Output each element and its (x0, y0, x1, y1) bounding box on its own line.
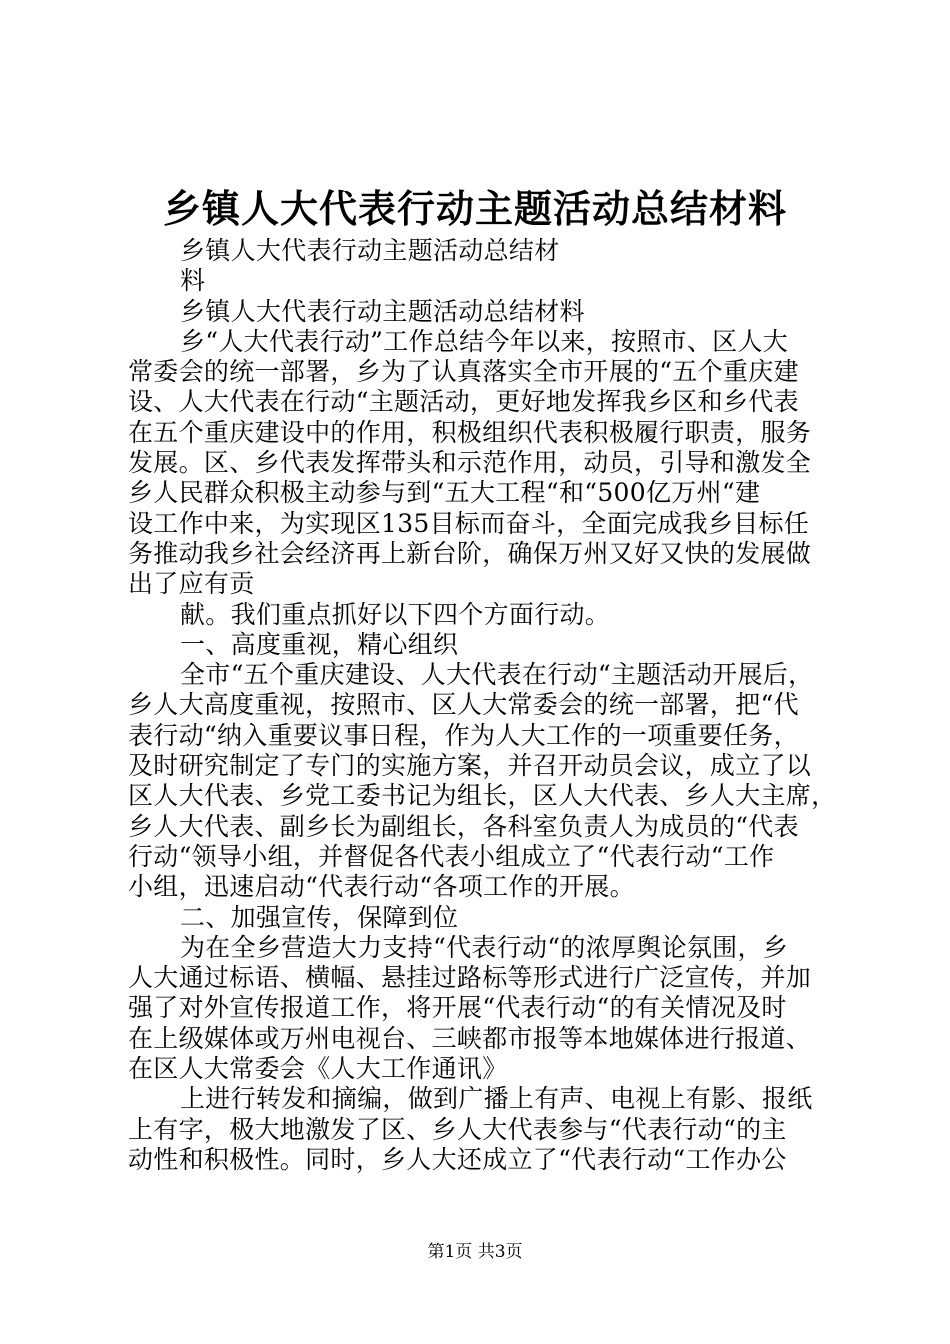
text-line: 及时研究制定了专门的实施方案，并召开动员会议，成立了以 (128, 751, 812, 781)
text-line: 设工作中来，为实现区135目标而奋斗，全面完成我乡目标任 (128, 508, 810, 538)
text-line: 献。我们重点抓好以下四个方面行动。 (180, 599, 611, 629)
text-line: 出了应有贡 (128, 569, 255, 599)
text-line: 乡人民群众积极主动参与到“五大工程“和“500亿万州“建 (128, 478, 761, 508)
text-line: 为在全乡营造大力支持“代表行动“的浓厚舆论氛围，乡 (180, 932, 789, 962)
text-line: 常委会的统一部署，乡为了认真落实全市开展的“五个重庆建 (128, 357, 799, 387)
document-body (128, 236, 837, 1175)
text-line: 表行动“纳入重要议事日程，作为人大工作的一项重要任务， (128, 720, 799, 750)
text-line: 动性和积极性。同时，乡人大还成立了“代表行动“工作办公 (128, 1144, 787, 1174)
text-line: 在区人大常委会《人大工作通讯》 (128, 1054, 508, 1084)
text-line: 务推动我乡社会经济再上新台阶，确保万州又好又快的发展做 (128, 538, 812, 568)
page-footer: 第1页 共3页 (427, 1242, 523, 1262)
text-line: 料 (180, 266, 206, 296)
text-line: 在五个重庆建设中的作用，积极组织代表积极履行职责，服务 (128, 417, 812, 447)
section-heading: 二、加强宣传，保障到位 (180, 902, 459, 932)
text-line: 行动“领导小组，并督促各代表小组成立了“代表行动“工作 (128, 841, 775, 871)
text-line: 乡镇人大代表行动主题活动总结材 (180, 236, 560, 265)
text-line: 上进行转发和摘编，做到广播上有声、电视上有影、报纸 (180, 1084, 813, 1114)
text-line: 在上级媒体或万州电视台、三峡都市报等本地媒体进行报道、 (128, 1023, 812, 1053)
text-line: 上有字，极大地激发了区、乡人大代表参与“代表行动“的主 (128, 1114, 787, 1144)
text-line: 全市“五个重庆建设、人大代表在行动“主题活动开展后， (180, 660, 814, 690)
text-line: 区人大代表、乡党工委书记为组长，区人大代表、乡人大主席， (128, 781, 837, 811)
text-line: 乡镇人大代表行动主题活动总结材料 (180, 296, 585, 326)
section-heading: 一、高度重视，精心组织 (180, 629, 459, 659)
text-line: 乡“人大代表行动”工作总结今年以来，按照市、区人大 (180, 326, 789, 356)
text-line: 人大通过标语、横幅、悬挂过路标等形式进行广泛宣传，并加 (128, 963, 812, 993)
text-line: 设、人大代表在行动“主题活动，更好地发挥我乡区和乡代表 (128, 387, 799, 417)
text-line: 发展。区、乡代表发挥带头和示范作用，动员，引导和激发全 (128, 448, 812, 478)
text-line: 小组，迅速启动“代表行动“各项工作的开展。 (128, 872, 635, 902)
text-line: 乡人大代表、副乡长为副组长，各科室负责人为成员的“代表 (128, 811, 799, 841)
text-line: 乡人大高度重视，按照市、区人大常委会的统一部署，把“代 (128, 690, 799, 720)
document-title: 乡镇人大代表行动主题活动总结材料 (162, 187, 787, 231)
text-line: 强了对外宣传报道工作，将开展“代表行动“的有关情况及时 (128, 993, 787, 1023)
